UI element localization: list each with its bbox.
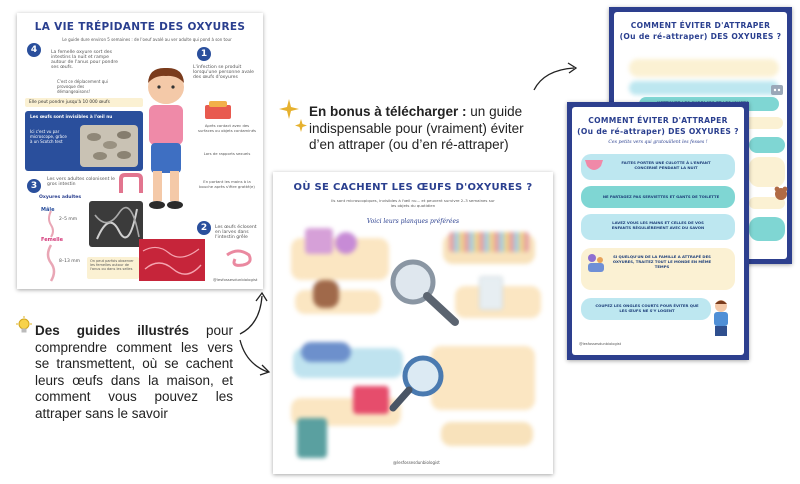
- lightbulb-icon: [15, 316, 33, 336]
- hiding-guide-subtitle: Ils sont microscopiques, invisibles à l'œil nu... et peuvent survivre 2–3 semaines sur les objets du quotidien: [331, 198, 495, 208]
- step1-text: L'infection se produit lorsqu'une personne avale des œufs d'oxyures: [193, 65, 254, 80]
- prevention-script: Ces petits vers qui gratouillent les fesses !: [608, 140, 708, 145]
- red-fabric-image: [139, 239, 205, 281]
- step1-sexual: Lors de rapports sexuels: [203, 151, 251, 156]
- meal-icon: [203, 99, 233, 121]
- underwear-icon: [583, 158, 605, 174]
- bonus-lead: En bonus à télécharger :: [309, 104, 467, 119]
- worm-female-icon: [44, 243, 58, 283]
- female-observation-note: [87, 257, 139, 279]
- hiding-guide-script: Voici leurs planques préférées: [366, 218, 460, 225]
- eggs-count-banner: [25, 98, 143, 107]
- prevention-title-1: COMMENT ÉVITER D'ATTRAPER: [588, 116, 728, 125]
- hiding-guide-title: OÙ SE CACHENT LES ŒUFS D'OXYURES ?: [293, 182, 533, 193]
- bonus-text: un guide indispensable pour (vraiment) éviter d’en attraper (ou d’en ré-attraper): [309, 104, 524, 152]
- robot-icon: [769, 81, 785, 97]
- eggs-info-box: [25, 111, 143, 171]
- step3-text: Les vers adultes colonisent le gros intestin: [47, 177, 115, 187]
- prevention-tip-4-text: SI QUELQU'UN DE LA FAMILLE A ATTRAPÉ DES OXYURES, TRAITEZ TOUT LE MONDE EN MÊME TEMPS: [612, 254, 712, 269]
- guides-caption-lead: Des guides illustrés: [35, 323, 189, 338]
- bonus-caption: [309, 104, 549, 154]
- hiding-places-guide-card: [273, 172, 553, 474]
- hiding-guide-signature: @lesfossesdunbiologist: [393, 460, 440, 465]
- step-number-2: 2: [197, 221, 211, 235]
- eggs-count-text: Elle peut pondre jusqu'à 10 000 œufs: [29, 100, 110, 105]
- microscope-eggs-image: [80, 125, 138, 167]
- lifecycle-guide-card: [17, 13, 263, 289]
- step2-text: Les œufs éclosent en larves dans l'intestin grêle: [215, 225, 257, 240]
- step1-surfaces: Après contact avec des surfaces ou objets contaminés: [197, 123, 257, 133]
- step-number-4: 4: [27, 43, 41, 57]
- step-number-3: 3: [27, 179, 41, 193]
- family-icon: [585, 252, 605, 274]
- magnifier-icon-top: [387, 256, 463, 330]
- prevention-title-2: (Ou de ré-attraper) DES OXYURES ?: [577, 127, 739, 136]
- child-illustration: [135, 63, 197, 213]
- female-note-text: On peut parfois observer les femelles autour de l'anus ou dans les selles: [90, 259, 134, 271]
- lifecycle-guide-title: LA VIE TRÉPIDANTE DES OXYURES: [34, 21, 246, 33]
- small-intestine-icon: [223, 249, 253, 271]
- eggs-scotch-text: Ici c'est vu par microscope, grâce à un Scotch test: [30, 129, 67, 144]
- prevention-tip-1-text: FAITES PORTER UNE CULOTTE À L'ENFANT CONCERNÉ PENDANT LA NUIT: [621, 160, 711, 170]
- prevention-tip-3-text: LAVEZ VOUS LES MAINS ET CELLES DE VOS ENFANTS RÉGULIÈREMENT AVEC DU SAVON: [611, 220, 705, 230]
- female-size: 8–13 mm: [59, 259, 81, 264]
- male-size: 2–5 mm: [59, 217, 78, 222]
- worm-male-icon: [45, 209, 57, 239]
- teddy-bear-icon: [773, 185, 789, 201]
- prevention-tip-2-text: NE PARTAGEZ PAS SERVIETTES ET GANTS DE TOILETTE: [602, 194, 720, 199]
- female-label: Femelle: [41, 237, 64, 243]
- prevention-back-title-1: COMMENT ÉVITER D'ATTRAPER: [630, 21, 771, 30]
- guides-caption-text: pour comprendre comment les vers se transmettent, où se cachent leurs œufs dans la maison, et comment vous pouvez les attraper sans le savoir: [35, 323, 233, 421]
- step4-note: C'est ce déplacement qui provoque des démangeaisons!: [57, 79, 108, 94]
- step4-text: La femelle oxyure sort des intestins la nuit et rampe autour de l'anus pour pondre ses œufs.: [51, 50, 118, 70]
- prevention-signature: @lesfossesdunbiologist: [579, 342, 622, 346]
- prevention-back-title-2: (Ou de ré-attraper) DES OXYURES ?: [619, 32, 782, 41]
- arrow-to-lifecycle-guide: [236, 290, 276, 338]
- prevention-tip-5: [581, 298, 711, 320]
- magnifier-icon-bottom: [387, 352, 447, 412]
- arrow-to-prevention-guides: [530, 58, 582, 94]
- sparkle-icon: [277, 97, 311, 135]
- eggs-invisible-text: Les œufs sont invisibles à l'œil nu: [30, 115, 113, 120]
- male-label: Mâle: [41, 207, 55, 213]
- step1-hands: En portant les mains à la bouche après s'être gratté(e): [199, 179, 255, 189]
- prevention-tip-3: [581, 214, 735, 240]
- guides-caption: [35, 323, 233, 422]
- lifecycle-guide-subtitle: Le guide dure environ 5 semaines : de l'oeuf avalé au ver adulte qui pond à son tour: [62, 37, 232, 42]
- prevention-tip-2: [581, 186, 735, 208]
- prevention-tip-5-text: COUPEZ LES ONGLES COURTS POUR ÉVITER QUE LES ŒUFS NE S'Y LOGENT: [595, 303, 699, 313]
- lifecycle-guide-signature: @lesfossesdunbiologist: [213, 277, 258, 282]
- child-icon: [707, 298, 735, 338]
- arrow-to-hiding-guide: [236, 338, 276, 378]
- adult-worms-label: Oxyures adultes: [39, 195, 82, 200]
- prevention-guide-card: [567, 102, 749, 360]
- step-number-1: 1: [197, 47, 211, 61]
